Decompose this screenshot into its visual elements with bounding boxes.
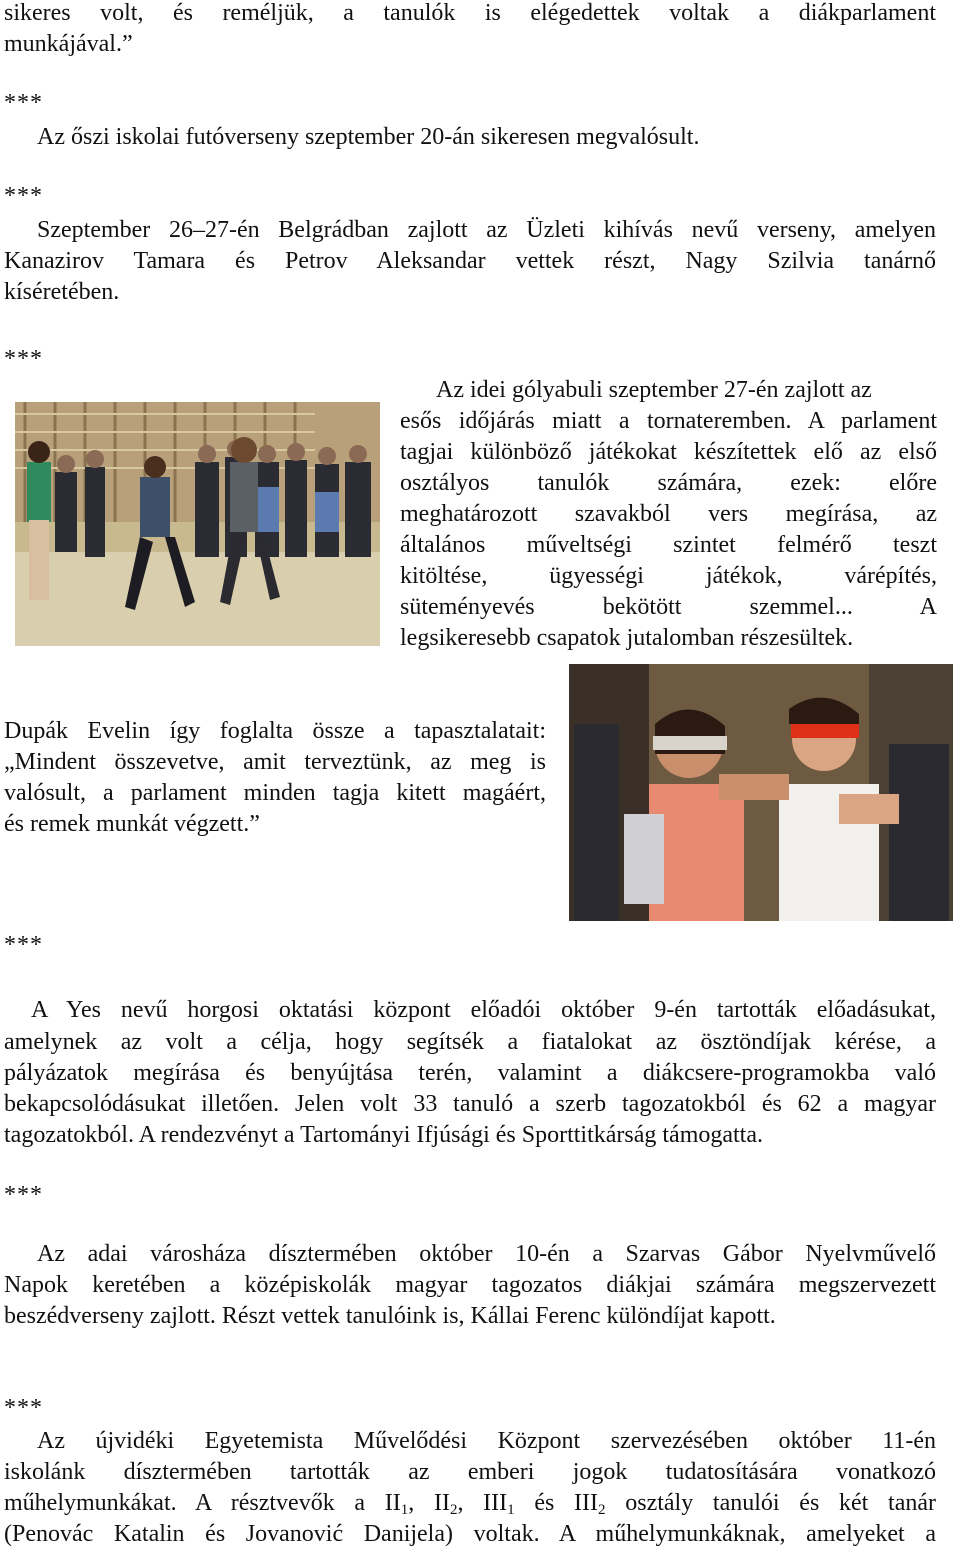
paragraph-line: Az őszi iskolai futóverseny szeptember 20-án sikeresen megvalósult. [37, 124, 700, 150]
paragraph-line: amelynek az volt a célja, hogy segítsék a fiatalokat az ösztöndíjak kérése, a [4, 1029, 936, 1055]
paragraph-line: (Penovác Katalin és Jovanović Danijela) voltak. A műhelymunkáknak, amelyeket a [4, 1521, 936, 1547]
paragraph-line: sikeres volt, és reméljük, a tanulók is elégedettek voltak a diákparlament [4, 0, 936, 26]
paragraph-line: Szeptember 26–27-én Belgrádban zajlott az Üzleti kihívás nevű verseny, amelyen [37, 217, 936, 243]
paragraph-line: tagozatokból. A rendezvényt a Tartományi Ifjúsági és Sporttitkárság támogatta. [4, 1122, 763, 1148]
gym-party-photo [15, 402, 380, 646]
section-separator: *** [4, 183, 43, 209]
paragraph-line: esős időjárás miatt a tornateremben. A parlament [400, 408, 937, 434]
paragraph-line: osztályos tanulók számára, ezek: előre [400, 470, 937, 496]
paragraph-line: legsikeresebb csapatok jutalomban részesültek. [400, 625, 854, 651]
section-separator: *** [4, 1182, 43, 1208]
paragraph-line: pályázatok megírása és benyújtása terén, valamint a diákcsere-programokba való [4, 1060, 936, 1086]
section-separator: *** [4, 932, 43, 958]
paragraph-line: Dupák Evelin így foglalta össze a tapasztalatait: [4, 718, 546, 744]
paragraph-line: Az idei gólyabuli szeptember 27-én zajlott az [436, 377, 872, 403]
paragraph-line: A Yes nevű horgosi oktatási központ előadói október 9-én tartották előadásukat, [31, 997, 936, 1023]
paragraph-line: „Mindent összevetve, amit terveztünk, az meg is [4, 749, 546, 775]
paragraph-line: meghatározott szavakból vers megírása, az [400, 501, 937, 527]
paragraph-line: Az újvidéki Egyetemista Művelődési Központ szervezésében október 11-én [37, 1428, 936, 1454]
paragraph-line: iskolánk dísztermében tartották az emberi jogok tudatosítására vonatkozó [4, 1459, 936, 1485]
paragraph-line: kíséretében. [4, 279, 120, 305]
paragraph-line: valósult, a parlament minden tagja kitett magáért, [4, 780, 546, 806]
paragraph-line: tagjai különböző játékokat készítettek elő az első [400, 439, 937, 465]
paragraph-line: és remek munkát végzett.” [4, 811, 260, 837]
paragraph-line-with-subscripts: műhelymunkákat. A résztvevők a $II_1$, $II_2$, $III_1$ és $III_2$ osztály tanulói és két tanár [4, 1490, 936, 1518]
blindfold-game-photo [569, 664, 953, 921]
paragraph-line: bekapcsolódásukat illetően. Jelen volt 33 tanuló a szerb tagozatokból és 62 a magyar [4, 1091, 936, 1117]
paragraph-line: Kanazirov Tamara és Petrov Aleksandar vettek részt, Nagy Szilvia tanárnő [4, 248, 936, 274]
paragraph-line: süteményevés bekötött szemmel... A [400, 594, 937, 620]
section-separator: *** [4, 90, 43, 116]
paragraph-line: általános műveltségi szintet felmérő teszt [400, 532, 937, 558]
paragraph-line: kitöltése, ügyességi játékok, várépítés, [400, 563, 937, 589]
paragraph-line: beszédverseny zajlott. Részt vettek tanulóink is, Kállai Ferenc különdíjat kapott. [4, 1303, 776, 1329]
paragraph-line: Az adai városháza dísztermében október 10-én a Szarvas Gábor Nyelvművelő [37, 1241, 936, 1267]
paragraph-line: munkájával.” [4, 31, 133, 57]
section-separator: *** [4, 1395, 43, 1421]
paragraph-line: Napok keretében a középiskolák magyar tagozatos diákjai számára megszervezett [4, 1272, 936, 1298]
section-separator: *** [4, 346, 43, 372]
